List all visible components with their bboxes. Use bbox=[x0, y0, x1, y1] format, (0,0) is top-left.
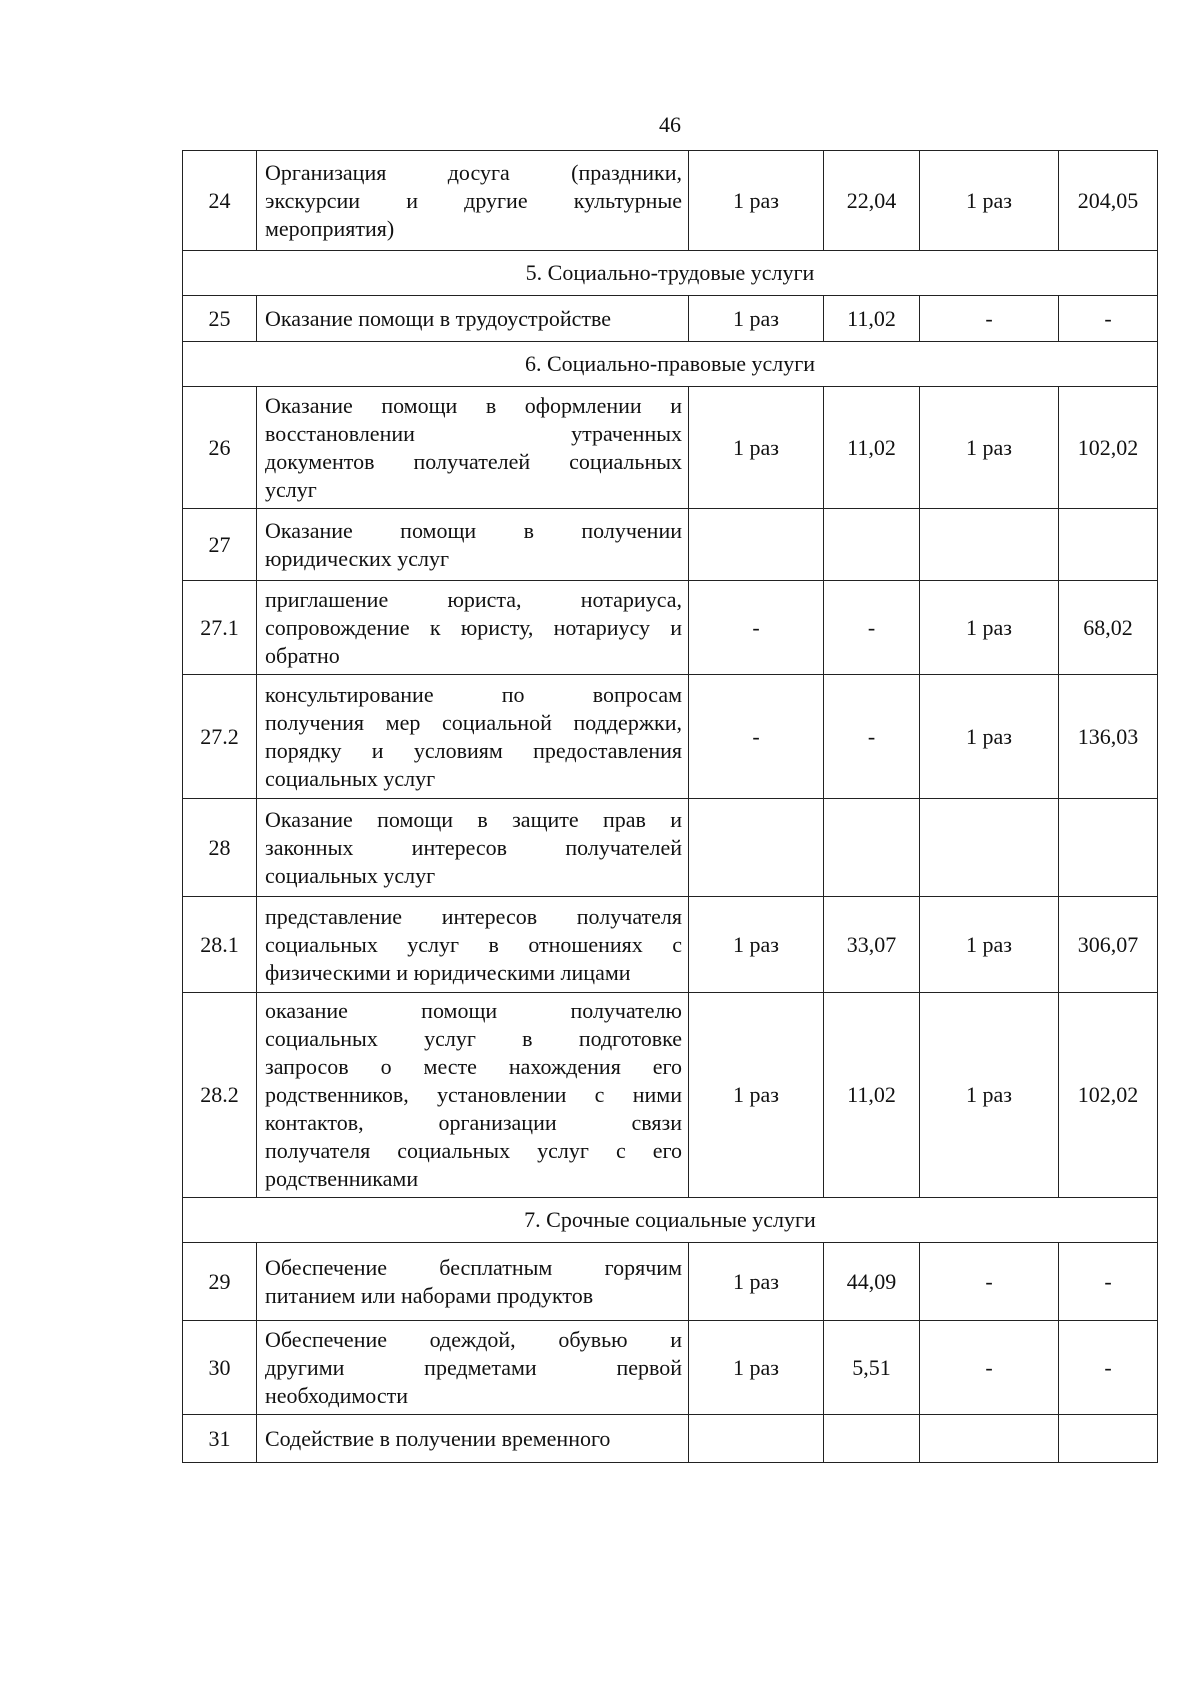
frequency-cell-alt bbox=[920, 1415, 1059, 1463]
row-number: 28.2 bbox=[183, 993, 257, 1198]
service-name-line: Оказание помощи в получении bbox=[265, 517, 682, 543]
service-name-line: социальных услуг bbox=[265, 765, 436, 791]
service-name-line: мероприятия) bbox=[265, 215, 395, 241]
frequency-cell-alt: 1 раз bbox=[920, 675, 1059, 799]
frequency-cell: - bbox=[689, 581, 824, 675]
price-cell-alt: 102,02 bbox=[1059, 387, 1158, 509]
frequency-cell-alt: 1 раз bbox=[920, 581, 1059, 675]
price-cell-alt: - bbox=[1059, 1321, 1158, 1415]
price-cell: - bbox=[824, 675, 920, 799]
service-name bbox=[257, 581, 689, 675]
price-cell-alt: 204,05 bbox=[1059, 151, 1158, 251]
service-name-line: Оказание помощи в защите прав и bbox=[265, 806, 682, 832]
price-cell-alt bbox=[1059, 799, 1158, 897]
service-name-line: запросов о месте нахождения его bbox=[265, 1054, 682, 1079]
frequency-cell-alt: 1 раз bbox=[920, 897, 1059, 993]
service-name bbox=[257, 1243, 689, 1321]
table-row bbox=[183, 581, 1158, 675]
price-cell-alt: - bbox=[1059, 1243, 1158, 1321]
frequency-cell: 1 раз bbox=[689, 387, 824, 509]
service-name bbox=[257, 1415, 689, 1463]
section-header-row bbox=[183, 251, 1158, 296]
table-row bbox=[183, 897, 1158, 993]
section-header-row bbox=[183, 1198, 1158, 1243]
service-name bbox=[257, 993, 689, 1198]
frequency-cell: - bbox=[689, 675, 824, 799]
price-cell bbox=[824, 509, 920, 581]
service-name-line: Организация досуга (праздники, bbox=[265, 159, 682, 185]
table-row bbox=[183, 1321, 1158, 1415]
section-title: 6. Социально-правовые услуги bbox=[183, 342, 1158, 387]
section-title: 7. Срочные социальные услуги bbox=[183, 1198, 1158, 1243]
service-name bbox=[257, 799, 689, 897]
price-cell: 5,51 bbox=[824, 1321, 920, 1415]
table-row bbox=[183, 799, 1158, 897]
price-cell: 33,07 bbox=[824, 897, 920, 993]
table-row bbox=[183, 151, 1158, 251]
row-number: 27.2 bbox=[183, 675, 257, 799]
row-number: 30 bbox=[183, 1321, 257, 1415]
service-name-line: услуг bbox=[265, 476, 317, 502]
row-number: 25 bbox=[183, 296, 257, 342]
frequency-cell-alt: - bbox=[920, 1321, 1059, 1415]
price-cell-alt: 68,02 bbox=[1059, 581, 1158, 675]
price-cell: 11,02 bbox=[824, 993, 920, 1198]
price-cell bbox=[824, 1415, 920, 1463]
service-name-line: необходимости bbox=[265, 1382, 409, 1408]
row-number: 28.1 bbox=[183, 897, 257, 993]
row-number: 24 bbox=[183, 151, 257, 251]
service-name-line: другими предметами первой bbox=[265, 1354, 682, 1380]
frequency-cell: 1 раз bbox=[689, 1321, 824, 1415]
service-name-line: консультирование по вопросам bbox=[265, 681, 682, 707]
service-name-line: представление интересов получателя bbox=[265, 903, 682, 929]
frequency-cell: 1 раз bbox=[689, 1243, 824, 1321]
service-name-line: законных интересов получателей bbox=[265, 834, 682, 860]
price-cell-alt: 102,02 bbox=[1059, 993, 1158, 1198]
price-cell: 44,09 bbox=[824, 1243, 920, 1321]
service-name-line: юридических услуг bbox=[265, 545, 450, 571]
service-name-line: сопровождение к юристу, нотариусу и bbox=[265, 614, 682, 640]
service-name bbox=[257, 675, 689, 799]
service-name bbox=[257, 1321, 689, 1415]
service-name-line: родственников, установлении с ними bbox=[265, 1082, 682, 1107]
table-row bbox=[183, 675, 1158, 799]
price-cell: 11,02 bbox=[824, 296, 920, 342]
service-name bbox=[257, 897, 689, 993]
frequency-cell-alt: - bbox=[920, 296, 1059, 342]
price-cell-alt bbox=[1059, 1415, 1158, 1463]
service-name-line: социальных услуг bbox=[265, 862, 436, 888]
price-cell: 22,04 bbox=[824, 151, 920, 251]
service-name-line: получения мер социальной поддержки, bbox=[265, 709, 682, 735]
row-number: 26 bbox=[183, 387, 257, 509]
service-name-line: физическими и юридическими лицами bbox=[265, 959, 631, 985]
service-name-line: получателя социальных услуг с его bbox=[265, 1138, 682, 1163]
service-name-line: социальных услуг в подготовке bbox=[265, 1026, 682, 1051]
price-cell-alt: 306,07 bbox=[1059, 897, 1158, 993]
service-name-line: Содействие в получении временного bbox=[265, 1425, 611, 1451]
page-number: 46 bbox=[659, 112, 681, 137]
row-number: 28 bbox=[183, 799, 257, 897]
table-row bbox=[183, 296, 1158, 342]
service-name-line: документов получателей социальных bbox=[265, 448, 682, 474]
frequency-cell bbox=[689, 1415, 824, 1463]
service-name-line: питанием или наборами продуктов bbox=[265, 1282, 594, 1308]
frequency-cell: 1 раз bbox=[689, 897, 824, 993]
price-cell bbox=[824, 799, 920, 897]
table-row bbox=[183, 993, 1158, 1198]
service-name bbox=[257, 387, 689, 509]
price-cell: 11,02 bbox=[824, 387, 920, 509]
table-row bbox=[183, 1415, 1158, 1463]
service-name-line: оказание помощи получателю bbox=[265, 998, 682, 1023]
table-row bbox=[183, 509, 1158, 581]
frequency-cell-alt: - bbox=[920, 1243, 1059, 1321]
service-name-line: приглашение юриста, нотариуса, bbox=[265, 586, 682, 612]
row-number: 27 bbox=[183, 509, 257, 581]
service-name bbox=[257, 151, 689, 251]
frequency-cell: 1 раз bbox=[689, 151, 824, 251]
services-table bbox=[182, 150, 1158, 1463]
service-name-line: экскурсии и другие культурные bbox=[265, 187, 682, 213]
service-name bbox=[257, 296, 689, 342]
service-name-line: Оказание помощи в оформлении и bbox=[265, 392, 682, 418]
frequency-cell-alt: 1 раз bbox=[920, 387, 1059, 509]
frequency-cell-alt: 1 раз bbox=[920, 993, 1059, 1198]
service-name-line: восстановлении утраченных bbox=[265, 420, 682, 446]
services-table-body bbox=[183, 151, 1158, 1463]
price-cell: - bbox=[824, 581, 920, 675]
service-name-line: обратно bbox=[265, 642, 340, 668]
frequency-cell-alt bbox=[920, 799, 1059, 897]
table-row bbox=[183, 387, 1158, 509]
frequency-cell-alt: 1 раз bbox=[920, 151, 1059, 251]
frequency-cell-alt bbox=[920, 509, 1059, 581]
service-name-line: порядку и условиям предоставления bbox=[265, 737, 682, 763]
service-name-line: контактов, организации связи bbox=[265, 1110, 682, 1135]
price-cell-alt: - bbox=[1059, 296, 1158, 342]
service-name-line: Обеспечение бесплатным горячим bbox=[265, 1254, 682, 1280]
service-name-line: социальных услуг в отношениях с bbox=[265, 931, 682, 957]
row-number: 31 bbox=[183, 1415, 257, 1463]
section-header-row bbox=[183, 342, 1158, 387]
price-cell-alt: 136,03 bbox=[1059, 675, 1158, 799]
row-number: 27.1 bbox=[183, 581, 257, 675]
service-name-line: родственниками bbox=[265, 1166, 419, 1191]
table-row bbox=[183, 1243, 1158, 1321]
service-name-line: Обеспечение одеждой, обувью и bbox=[265, 1326, 682, 1352]
price-cell-alt bbox=[1059, 509, 1158, 581]
service-name-line: Оказание помощи в трудоустройстве bbox=[265, 305, 612, 331]
frequency-cell bbox=[689, 509, 824, 581]
frequency-cell: 1 раз bbox=[689, 993, 824, 1198]
frequency-cell: 1 раз bbox=[689, 296, 824, 342]
section-title: 5. Социально-трудовые услуги bbox=[183, 251, 1158, 296]
service-name bbox=[257, 509, 689, 581]
frequency-cell bbox=[689, 799, 824, 897]
row-number: 29 bbox=[183, 1243, 257, 1321]
